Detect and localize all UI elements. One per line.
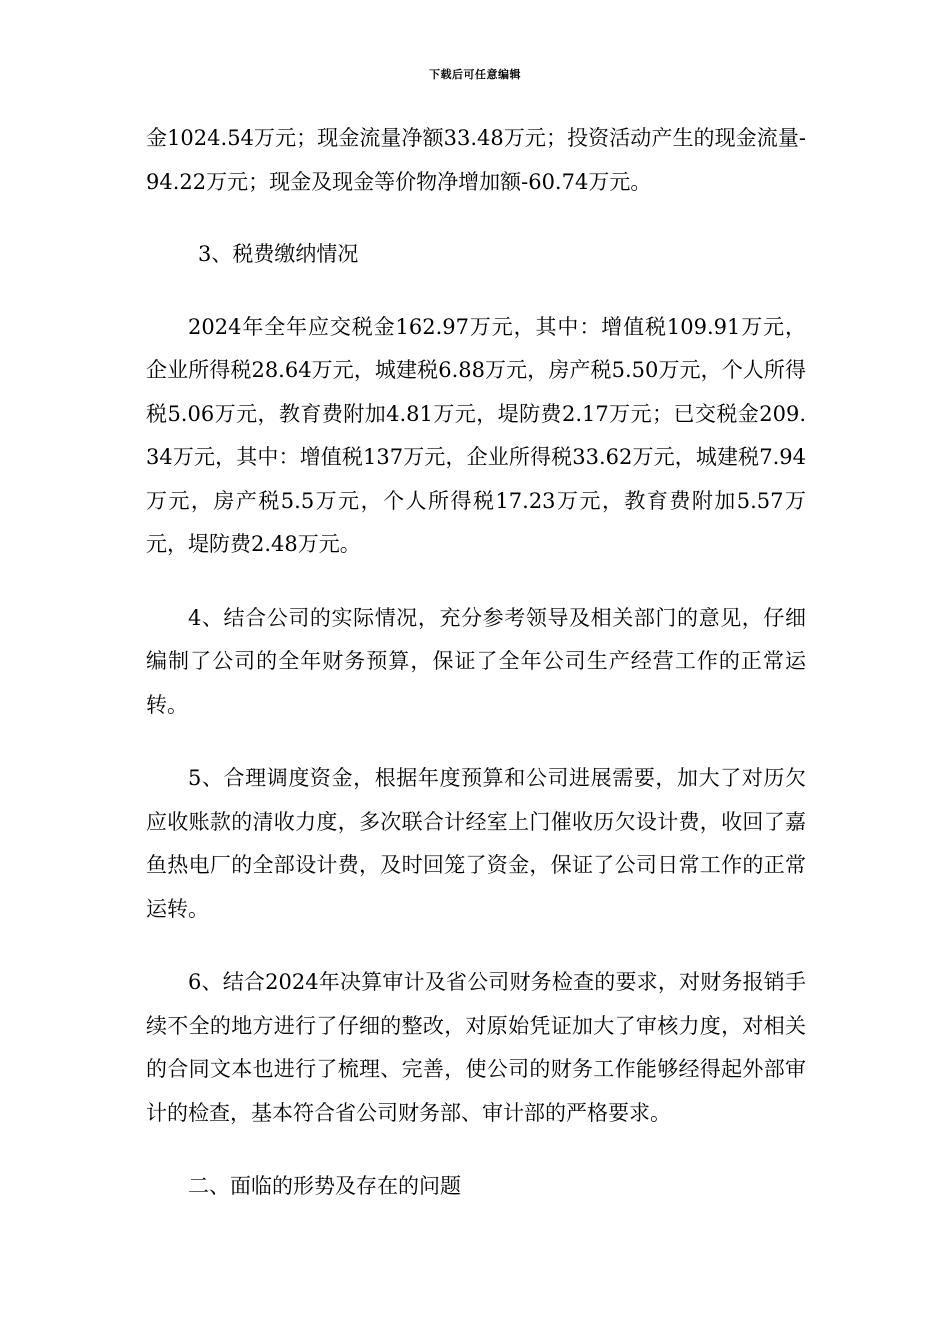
document-body [146, 117, 806, 1209]
paragraph-funds: 5、合理调度资金，根据年度预算和公司进展需要，加大了对历欠应收账款的清收力度，多次联合计经室上门催收历欠设计费，收回了嘉鱼热电厂的全部设计费，及时回笼了资金，保证了公司日常工作的正常运转。 [146, 766, 806, 921]
section-heading-tax: 3、税费缴纳情况 [198, 242, 359, 266]
page-header: 下载后可任意编辑 [429, 68, 521, 81]
paragraph-cash-flow: 金1024.54万元；现金流量净额33.48万元；投资活动产生的现金流量-94.22万元；现金及现金等价物净增加额-60.74万元。 [146, 126, 806, 194]
paragraph-tax-details: 2024年全年应交税金162.97万元，其中：增值税109.91万元，企业所得税28.64万元，城建税6.88万元，房产税5.50万元，个人所得税5.06万元，教育费附加4.81万元，堤防费2.17万元；已交税金209.34万元，其中：增值税137万元，企业所得税33.62万元，城建税7.94万元，房产税5.5万元，个人所得税17.23万元，教育费附加5.57万元，堤防费2.48万元。 [146, 314, 806, 556]
paragraph-audit: 6、结合2024年决算审计及省公司财务检查的要求，对财务报销手续不全的地方进行了仔细的整改，对原始凭证加大了审核力度，对相关的合同文本也进行了梳理、完善，使公司的财务工作能够经得起外部审计的检查，基本符合省公司财务部、审计部的严格要求。 [146, 970, 806, 1125]
paragraph-budget: 4、结合公司的实际情况，充分参考领导及相关部门的意见，仔细编制了公司的全年财务预算，保证了全年公司生产经营工作的正常运转。 [146, 605, 806, 717]
section-heading-issues: 二、面临的形势及存在的问题 [188, 1174, 461, 1198]
